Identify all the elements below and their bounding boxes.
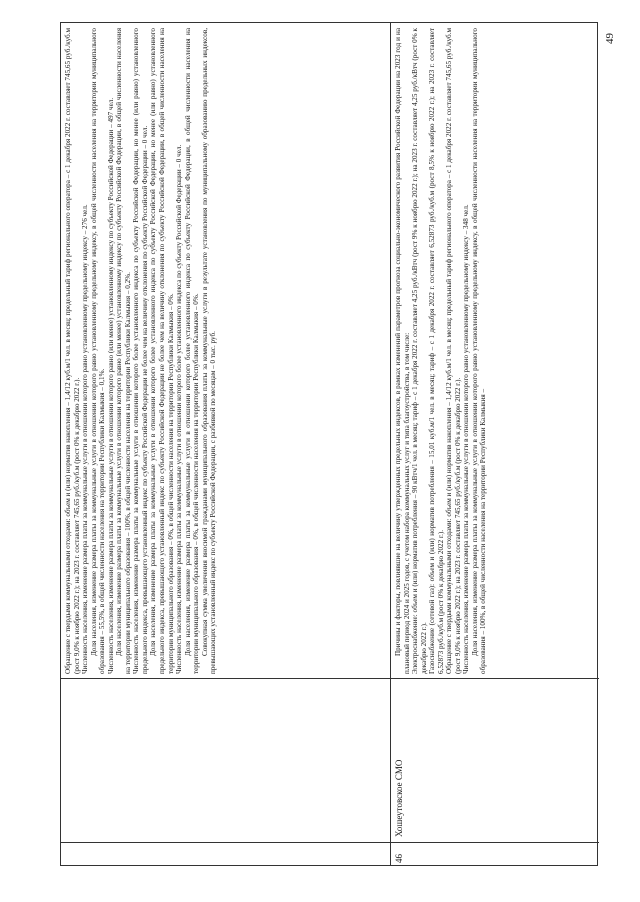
- paragraph: Доля населения, изменение размера платы за коммунальные услуги в отношении которого равно установленному предельному индексу, в общей численности населения на территории муниципального образования – 100%, в общей численности населения на территории Республики Калмыкия –: [470, 28, 488, 674]
- paragraph: Электроснабжение: объем и (или) норматив потребления – 90 кВтч/1 чел. в месяц; тариф – с 1 декабря 2022 г. составляет 4,25 руб./кВтч (рост 9% к ноябрю 2022 г.); на 2023 г. составляет 4,25 руб./кВтч (рост 0% к декабрю 2022 г.).: [411, 28, 428, 674]
- paragraph: Доля населения, изменение размера платы за коммунальные услуги в отношении которого равно (или менее) установленному индексу по субъекту Российской Федерации, в общей численности населения на территории муниципального образования – 100%, в общей численности населения на территории Республики Калмыкия – 0,2%.: [115, 28, 132, 674]
- paragraph: Обращение с твердыми коммунальными отходами: объем и (или) норматив накопления – 1,4/12 куб.м/1 чел. в месяц; предельный тариф регионального оператора – с 1 декабря 2022 г. составляет 745,65 руб./куб.м (рост 9,0% к ноябрю 2022 г.); на 2023 г. составляет 745,65 руб./куб.м (рост 0% к декабрю 2022 г.).: [64, 28, 81, 674]
- paragraph: Доля населения, изменение размера платы за коммунальные услуги в отношении которого равно установленному предельному индексу, в общей численности населения на территории муниципального образования – 55,5%, в общей численности населения на территории Республики Калмыкия – 0,1%.: [89, 28, 107, 674]
- row-number-cell: [61, 842, 390, 865]
- table-row-46: [390, 23, 599, 865]
- paragraph: Численность населения, изменение размера платы за коммунальные услуги в отношении которого более установленного индекса по субъекту Российской Федерации – 0 чел.: [175, 144, 184, 674]
- page-number: 49: [604, 33, 616, 44]
- municipality-cell: [61, 678, 390, 843]
- paragraph: Обращение с твердыми коммунальными отходами: объем и (или) норматив накопления – 1,4/12 куб.м/1 чел. в месяц; предельный тариф регионального оператора – с 1 декабря 2022 г. составляет 745,65 руб./куб.м (рост 9,0% к ноябрю 2022 г.); на 2023 г. составляет 745,65 руб./куб.м (рост 0% к декабрю 2022 г.).: [445, 28, 462, 674]
- paragraph: Численность населения, изменение размера платы за коммунальные услуги в отношении которого равно установленному предельному индексу – 276 чел.: [81, 204, 90, 674]
- paragraph: Численность населения, изменение размера платы за коммунальные услуги в отношении которого равно (или менее) установленному индексу по субъекту Российской Федерации – 497 чел.: [106, 97, 115, 674]
- municipality-cell: [391, 678, 599, 843]
- row-number: 46: [394, 854, 404, 863]
- paragraph: Причины и факторы, повлиявшие на величину утвержденных предельных индексов, в рамках изменений параметров прогноза социально-экономического развития Российской Федерации на 2023 год и на плановый период 2024 и 2025 годов, с учетом набора коммунальных услуг и типа благоустройства, в том числе:: [394, 28, 411, 674]
- description-cell: [61, 23, 390, 679]
- paragraph: Газоснабжение (сетевой газ): объем и (или) норматив потребления – 15,01 куб.м/1 чел. в месяц; тариф – с 1 декабря 2022 г. составляет 6,52873 руб./куб.м (рост 8,5% к ноябрю 2022 г.); на 2023 г. составляет 6,52873 руб./куб.м (рост 0% к декабрю 2022 г.).: [428, 28, 445, 674]
- paragraph: Доля населения, изменение размера платы за коммунальные услуги в отношении которого более установленного индекса по субъекту Российской Федерации, в общей численности населения на территории муниципального образования – 0%, в общей численности населения на территории Республики Калмыкия – 0%.: [183, 28, 201, 674]
- paragraph: Доля населения, изменение размера платы за коммунальные услуги в отношении которого более установленного индекса по субъекту Российской Федерации, но менее (или равно) установленного предельного индекса, превышающего установленный индекс по субъекту Российской Федерации не более чем на величину отклонения по субъекту Российской Федерации, в общей численности населения на территории муниципального образования – 0%, в общей численности населения на территории Республики Калмыкия – 0%.: [149, 28, 175, 674]
- tariff-table: [60, 22, 598, 866]
- row-number-cell: [391, 842, 599, 865]
- paragraph: Численность населения, изменение размера платы за коммунальные услуги в отношении которого равно установленному предельному индексу – 348 чел.: [462, 204, 471, 674]
- municipality-name: Хошеутовское СМО: [394, 759, 404, 837]
- paragraph: Совокупная сумма увеличения вносимой гражданами муниципального образования платы за коммунальные услуги в результате установления по муниципальному образованию предельных индексов, превышающих установленный индекс по субъекту Российской Федерации, с разбивкой по месяцам – 0 тыс. руб.: [200, 28, 218, 674]
- paragraph: Численность населения, изменение размера платы за коммунальные услуги в отношении которого более установленного индекса по субъекту Российской Федерации, но менее (или равно) установленного предельного индекса, превышающего установленный индекс по субъекту Российской Федерации не более чем на величину отклонения по субъекту Российской Федерации – 0 чел.: [132, 28, 149, 674]
- description-cell: [391, 23, 599, 679]
- table-row-continued: [61, 23, 390, 865]
